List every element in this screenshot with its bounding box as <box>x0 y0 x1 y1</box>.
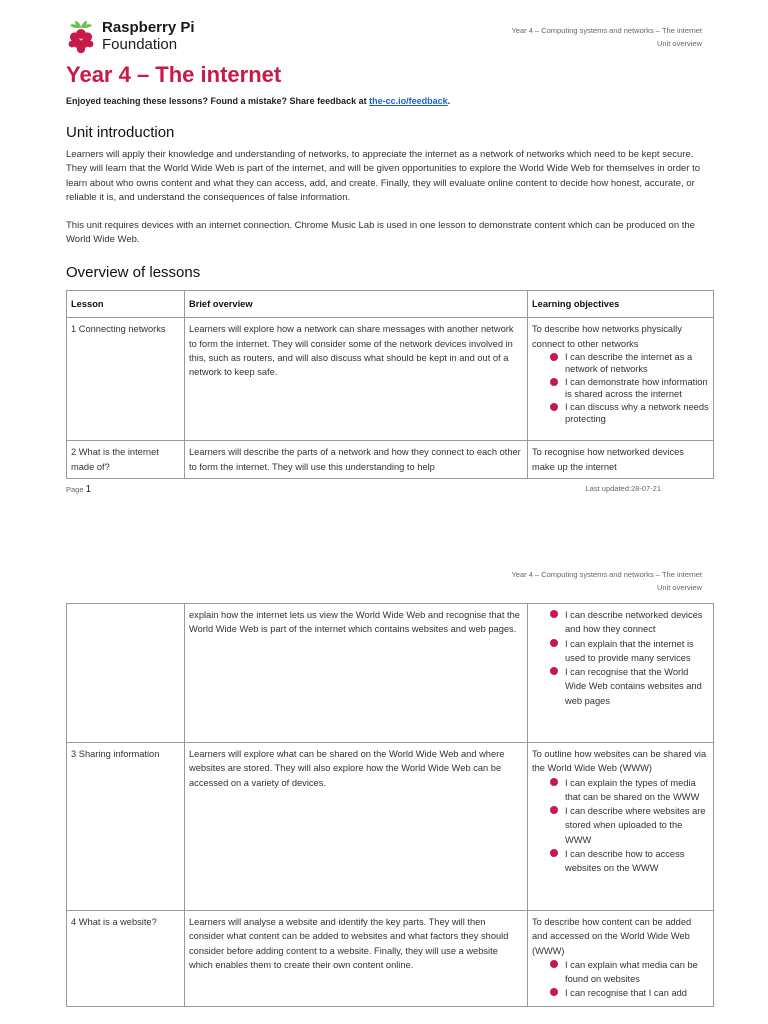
overview-cell: explain how the internet lets us view the World Wide Web and recognise that the World Wide Web is part of the internet which contains websites and web pages. <box>185 604 528 743</box>
objective-intro: To describe how content can be added and accessed on the World Wide Web (WWW) <box>532 917 692 956</box>
feedback-line <box>66 96 450 106</box>
page-number <box>66 484 91 495</box>
objective-item: I can explain the types of media that can be shared on the WWW <box>550 776 709 805</box>
objective-item: I can discuss why a network needs protecting <box>550 401 709 426</box>
page-header-info <box>511 24 702 50</box>
page-header-info <box>511 568 702 594</box>
objective-item: I can demonstrate how information is shared across the internet <box>550 376 709 401</box>
unit-intro-heading: Unit introduction <box>66 124 175 141</box>
lesson-cell <box>67 604 185 743</box>
header-doc-subtitle: Unit overview <box>656 583 702 592</box>
objectives-cell <box>528 604 714 743</box>
table-row <box>67 743 714 911</box>
page-title: Year 4 – The internet <box>66 62 282 87</box>
overview-heading: Overview of lessons <box>66 264 201 281</box>
column-header-lesson: Lesson <box>67 291 185 318</box>
objectives-cell <box>528 318 714 441</box>
logo-line2: Foundation <box>102 36 178 53</box>
lesson-cell: 3 Sharing information <box>67 743 185 911</box>
feedback-suffix: . <box>447 96 451 106</box>
feedback-prefix: Enjoyed teaching these lessons? Found a mistake? Share feedback at <box>66 96 370 106</box>
page-label: Page <box>66 485 86 494</box>
feedback-link[interactable]: the-cc.io/feedback <box>369 96 448 106</box>
document-page-1 <box>0 0 768 500</box>
lessons-table <box>66 290 714 479</box>
table-row <box>67 604 714 743</box>
objective-item: I can describe the internet as a network of networks <box>550 351 709 376</box>
unit-intro-paragraph-1: Learners will apply their knowledge and understanding of networks, to appreciate the internet as a network of networks which need to be kept secure. They will learn that the World Wide Web is part of the internet, and will be given opportunities to explore the World Wide Web for themselves in order to learn about who owns content and what they can access, add, and create. Finally, they will evaluate online content to decide how honest, accurate, or reliable it is, and understand the consequences of false information. <box>66 149 700 203</box>
document-page-2 <box>0 560 768 1024</box>
objectives-cell: To recognise how networked devices make up the internet <box>528 441 714 479</box>
raspberry-pi-logo <box>66 18 195 54</box>
overview-cell: Learners will explore what can be shared on the World Wide Web and where websites are stored. They will also explore how the World Wide Web can be accessed on a variety of devices. <box>185 743 528 911</box>
objective-item: I can describe networked devices and how they connect <box>550 608 709 637</box>
lesson-cell: 1 Connecting networks <box>67 318 185 441</box>
overview-cell: Learners will analyse a website and identify the key parts. They will then consider what content can be added to websites and what factors they should consider before adding content to a website. Finally, they will use a website which enables them to create their own content online. <box>185 911 528 1007</box>
objectives-cell <box>528 911 714 1007</box>
unit-intro-paragraph-2: This unit requires devices with an internet connection. Chrome Music Lab is used in one lesson to demonstrate content which can be produced on the World Wide Web. <box>66 220 695 246</box>
raspberry-icon <box>66 18 96 54</box>
table-row <box>67 318 714 441</box>
objective-intro: To describe how networks physically connect to other networks <box>532 324 682 349</box>
table-row <box>67 911 714 1007</box>
objective-item: I can explain that the internet is used to provide many services <box>550 637 709 666</box>
header-doc-title: Year 4 – Computing systems and networks – The internet <box>511 570 702 579</box>
objective-item: I can recognise that I can add <box>550 986 709 1000</box>
last-updated: Last updated:28-07-21 <box>585 484 661 493</box>
overview-cell: Learners will explore how a network can share messages with another network to form the internet. They will consider some of the network devices involved in this, such as routers, and will also discuss what should be kept in and out of a network to keep safe. <box>185 318 528 441</box>
objective-item: I can describe where websites are stored when uploaded to the WWW <box>550 804 709 847</box>
table-header-row <box>67 291 714 318</box>
header-doc-title: Year 4 – Computing systems and networks – The internet <box>511 26 702 35</box>
table-row <box>67 441 714 479</box>
overview-cell: Learners will describe the parts of a network and how they connect to each other to form the internet. They will use this understanding to help <box>185 441 528 479</box>
header-doc-subtitle: Unit overview <box>656 39 702 48</box>
logo-line1: Raspberry Pi <box>102 19 195 36</box>
objective-item: I can explain what media can be found on websites <box>550 958 709 987</box>
column-header-objectives: Learning objectives <box>528 291 714 318</box>
column-header-overview: Brief overview <box>185 291 528 318</box>
objective-item: I can recognise that the World Wide Web contains websites and web pages <box>550 665 709 708</box>
objectives-cell <box>528 743 714 911</box>
objective-item: I can describe how to access websites on the WWW <box>550 847 709 876</box>
page-number-value: 1 <box>85 484 92 495</box>
objective-intro: To outline how websites can be shared via the World Wide Web (WWW) <box>532 749 707 774</box>
lesson-cell: 4 What is a website? <box>67 911 185 1007</box>
lessons-table-continued <box>66 603 714 1007</box>
lesson-cell: 2 What is the internet made of? <box>67 441 185 479</box>
